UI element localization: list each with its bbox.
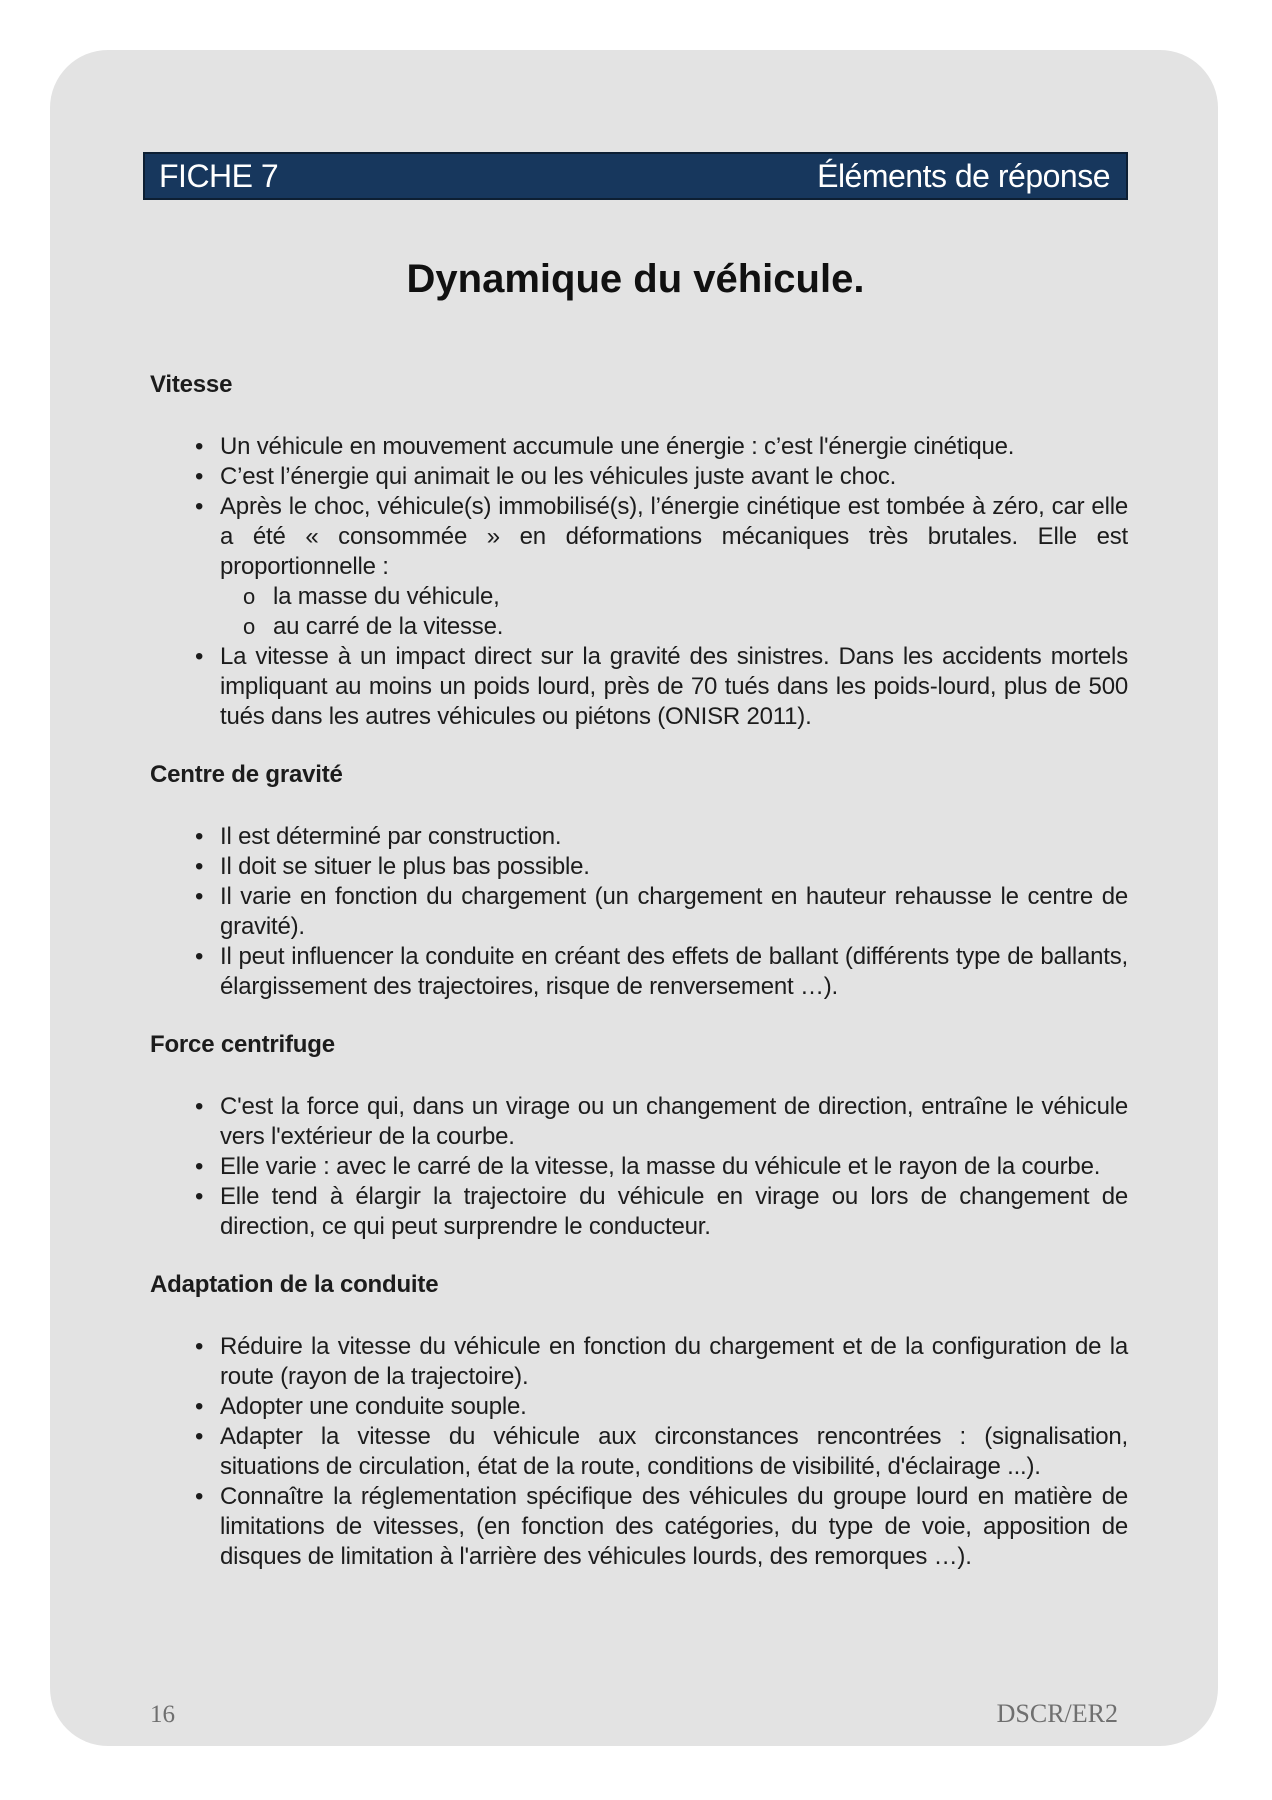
page-content (143, 50, 1128, 1572)
bullet-text: Elle varie : avec le carré de la vitesse, la masse du véhicule et le rayon de la courbe. (220, 1153, 1101, 1180)
page-footer (150, 1699, 1118, 1730)
bullet-item (143, 1092, 1128, 1152)
bullet-item (143, 492, 1128, 582)
sub-bullet-marker: o (243, 614, 256, 639)
bullet-list (143, 432, 1128, 732)
bullet-marker: • (195, 463, 204, 490)
section-force-centrifuge (143, 1030, 1128, 1242)
bullet-list (143, 1332, 1128, 1572)
page-number: 16 (150, 1701, 175, 1728)
doc-reference: DSCR/ER2 (996, 1699, 1118, 1728)
section-heading-force-centrifuge: Force centrifuge (150, 1031, 335, 1058)
bullet-marker: • (195, 1183, 204, 1210)
sub-bullet-item (143, 582, 1128, 612)
bullet-text: C'est la force qui, dans un virage ou un changement de direction, entraîne le véhicule vers l'extérieur de la courbe. (220, 1093, 1128, 1150)
bullet-marker: • (195, 433, 204, 460)
bullet-text: Après le choc, véhicule(s) immobilisé(s), l’énergie cinétique est tombée à zéro, car elle a été « consommée » en déformations mécaniques très brutales. Elle est proportionnelle : (220, 493, 1128, 580)
bullet-text: Réduire la vitesse du véhicule en fonction du chargement et de la configuration de la route (rayon de la trajectoire). (220, 1333, 1128, 1390)
header-type-label: Éléments de réponse (817, 158, 1110, 194)
bullet-text: C’est l’énergie qui animait le ou les véhicules juste avant le choc. (220, 463, 897, 490)
bullet-item (143, 1482, 1128, 1572)
page-title: Dynamique du véhicule. (406, 257, 865, 301)
bullet-item (143, 462, 1128, 492)
bullet-item (143, 852, 1128, 882)
section-heading-adaptation-de-la-conduite: Adaptation de la conduite (150, 1271, 439, 1298)
title-block (143, 256, 1128, 302)
bullet-marker: • (195, 1093, 204, 1120)
section-heading-centre-de-gravite: Centre de gravité (150, 761, 343, 788)
bullet-marker: • (195, 1393, 204, 1420)
bullet-item (143, 1182, 1128, 1242)
fiche-header-bar (143, 152, 1128, 200)
bullet-marker: • (195, 643, 204, 670)
bullet-text: Il est déterminé par construction. (220, 823, 562, 850)
section-vitesse (143, 370, 1128, 732)
bullet-item (143, 1392, 1128, 1422)
bullet-marker: • (195, 493, 204, 520)
bullet-marker: • (195, 853, 204, 880)
fiche-card (50, 50, 1218, 1746)
bullet-item (143, 942, 1128, 1002)
bullet-marker: • (195, 883, 204, 910)
section-heading-vitesse: Vitesse (150, 371, 233, 398)
bullet-text: Un véhicule en mouvement accumule une énergie : c’est l'énergie cinétique. (220, 433, 1015, 460)
bullet-list (143, 1092, 1128, 1242)
bullet-text: Adapter la vitesse du véhicule aux circonstances rencontrées : (signalisation, situations de circulation, état de la route, conditions de visibilité, d'éclairage ...). (220, 1423, 1128, 1480)
bullet-item (143, 1332, 1128, 1392)
bullet-marker: • (195, 943, 204, 970)
bullet-marker: • (195, 1483, 204, 1510)
bullet-text: La vitesse à un impact direct sur la gravité des sinistres. Dans les accidents mortels impliquant au moins un poids lourd, près de 70 tués dans les poids-lourd, plus de 500 tués dans les autres véhicules ou piétons (ONISR 2011). (220, 643, 1128, 730)
bullet-text: Il peut influencer la conduite en créant des effets de ballant (différents type de ballants, élargissement des trajectoires, risque de renversement …). (220, 943, 1128, 1000)
bullet-list (143, 822, 1128, 1002)
bullet-marker: • (195, 823, 204, 850)
section-centre-de-gravite (143, 760, 1128, 1002)
bullet-item (143, 432, 1128, 462)
bullet-item (143, 1152, 1128, 1182)
bullet-text: Adopter une conduite souple. (220, 1393, 527, 1420)
bullet-item (143, 882, 1128, 942)
bullet-item (143, 822, 1128, 852)
bullet-marker: • (195, 1153, 204, 1180)
bullet-item (143, 1422, 1128, 1482)
bullet-marker: • (195, 1423, 204, 1450)
bullet-marker: • (195, 1333, 204, 1360)
fiche-number-label: FICHE 7 (159, 158, 279, 194)
bullet-item (143, 642, 1128, 732)
sub-bullet-text: la masse du véhicule, (273, 583, 500, 610)
bullet-text: Connaître la réglementation spécifique des véhicules du groupe lourd en matière de limitations de vitesses, (en fonction des catégories, du type de voie, apposition de disques de limitation à l'arrière des véhicules lourds, des remorques …). (220, 1483, 1128, 1570)
sub-bullet-marker: o (243, 584, 256, 609)
bullet-text: Elle tend à élargir la trajectoire du véhicule en virage ou lors de changement de direction, ce qui peut surprendre le conducteur. (220, 1183, 1128, 1240)
bullet-text: Il varie en fonction du chargement (un chargement en hauteur rehausse le centre de gravité). (220, 883, 1128, 940)
sub-bullet-item (143, 612, 1128, 642)
section-adaptation-de-la-conduite (143, 1270, 1128, 1572)
bullet-text: Il doit se situer le plus bas possible. (220, 853, 590, 880)
sub-bullet-text: au carré de la vitesse. (273, 613, 504, 640)
